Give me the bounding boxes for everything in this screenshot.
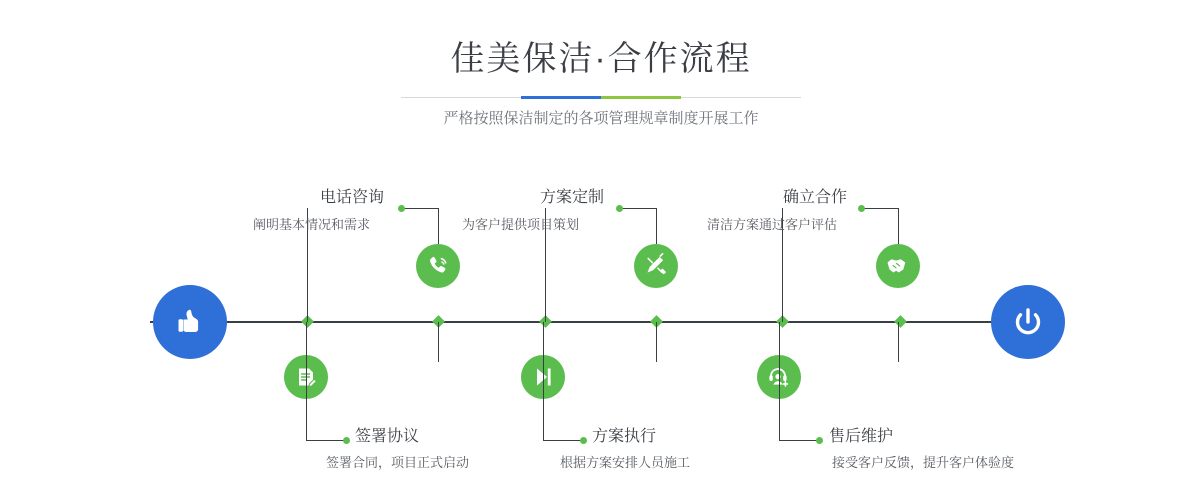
connector-dot-step-3 <box>616 205 623 212</box>
thumbs-up-icon <box>170 302 210 342</box>
step-title-6: 售后维护 <box>829 428 894 445</box>
handshake-icon <box>885 253 911 279</box>
step-node-1 <box>416 244 460 288</box>
pen-ruler-icon <box>643 253 669 279</box>
axis-marker-step-6 <box>894 315 907 328</box>
connector-drop-step-5 <box>898 208 899 244</box>
page-subtitle: 严格按照保洁制定的各项管理规章制度开展工作 <box>443 110 759 127</box>
connector-drop-step-4 <box>656 322 657 362</box>
connector-dot-step-1 <box>398 205 405 212</box>
connector-vertical-step-4 <box>543 322 544 440</box>
timeline-axis <box>150 321 1052 323</box>
title-divider <box>401 96 801 99</box>
step-title-1: 电话咨询 <box>320 189 385 206</box>
step-node-5 <box>876 244 920 288</box>
step-title-4: 方案执行 <box>592 428 657 445</box>
connector-dot-step-4 <box>580 437 587 444</box>
step-desc-3: 为客户提供项目策划 <box>462 217 580 232</box>
step-node-3 <box>634 244 678 288</box>
connector-horizontal-step-3 <box>620 208 656 209</box>
step-desc-2: 签署合同，项目正式启动 <box>326 455 470 470</box>
timeline-start-badge <box>153 285 227 359</box>
step-desc-5: 清洁方案通过客户评估 <box>707 217 838 232</box>
connector-horizontal-step-1 <box>402 208 438 209</box>
connector-dot-step-5 <box>858 205 865 212</box>
connector-vertical-step-6 <box>779 322 780 440</box>
page-title: 佳美保洁·合作流程 <box>450 40 752 78</box>
step-title-5: 确立合作 <box>783 189 848 206</box>
step-title-3: 方案定制 <box>540 189 605 206</box>
step-desc-6: 接受客户反馈，提升客户体验度 <box>832 455 1015 470</box>
timeline-end-badge <box>991 285 1065 359</box>
step-desc-1: 阐明基本情况和需求 <box>253 217 371 232</box>
connector-drop-step-3 <box>656 208 657 244</box>
connector-drop-step-2 <box>438 322 439 362</box>
connector-dot-step-2 <box>343 437 350 444</box>
connector-horizontal-step-2 <box>306 440 346 441</box>
step-desc-4: 根据方案安排人员施工 <box>560 455 691 470</box>
step-title-2: 签署协议 <box>355 428 420 445</box>
connector-drop-step-1 <box>438 208 439 244</box>
phone-icon <box>425 253 451 279</box>
connector-drop-step-6 <box>898 322 899 362</box>
divider-line-green <box>601 96 681 99</box>
divider-line-blue <box>521 96 601 99</box>
connector-horizontal-step-4 <box>543 440 583 441</box>
power-icon <box>1008 302 1048 342</box>
connector-vertical-step-2 <box>306 322 307 440</box>
connector-horizontal-step-6 <box>779 440 819 441</box>
connector-dot-step-6 <box>816 437 823 444</box>
connector-horizontal-step-5 <box>862 208 898 209</box>
